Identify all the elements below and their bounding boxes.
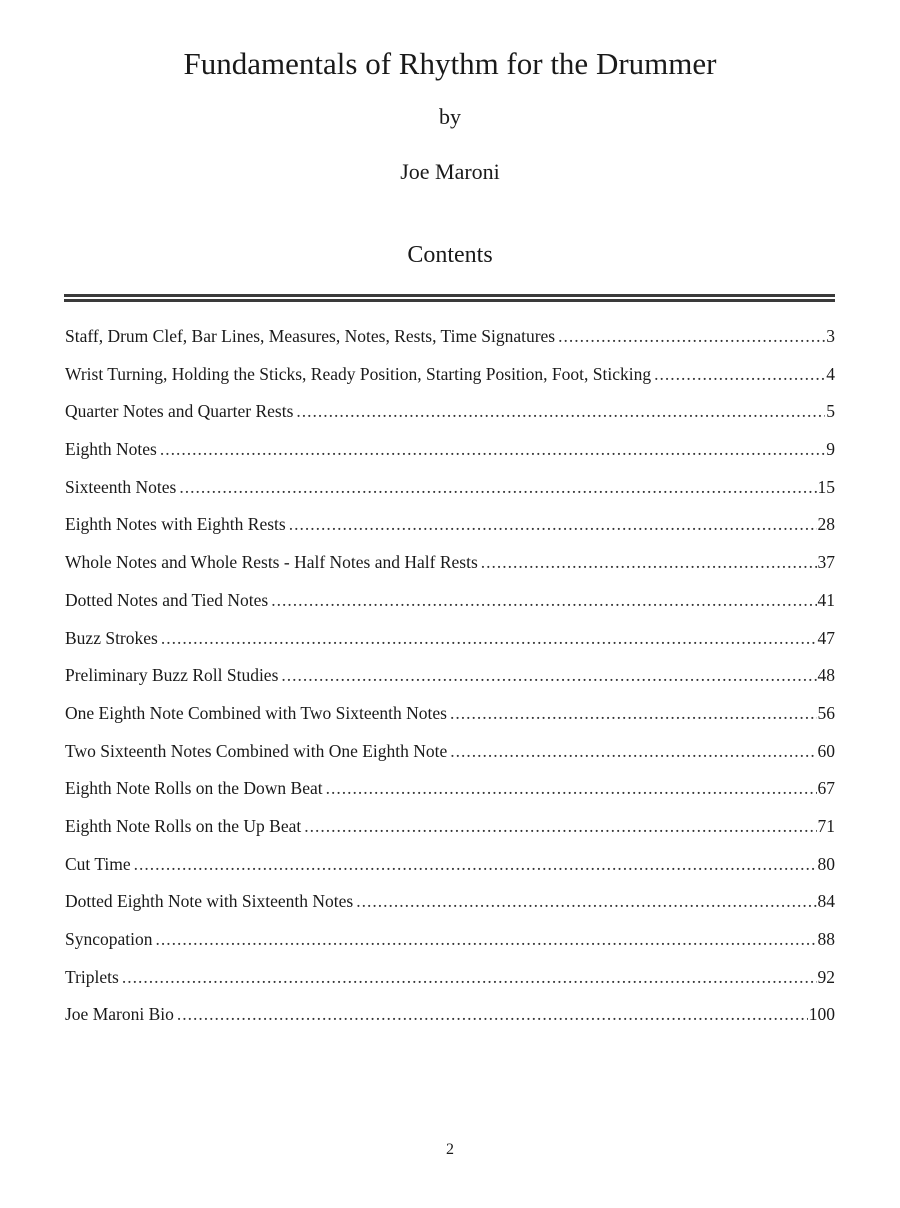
table-of-contents	[65, 323, 835, 1039]
author-name: Joe Maroni	[400, 159, 500, 184]
toc-dot-leader	[156, 926, 817, 952]
page-number: 2	[446, 1141, 454, 1158]
toc-entry-label: Staff, Drum Clef, Bar Lines, Measures, Notes, Rests, Time Signatures	[65, 326, 556, 346]
toc-entry-page: 88	[817, 929, 835, 949]
toc-dot-leader	[289, 511, 817, 537]
toc-entry-page: 37	[817, 552, 835, 573]
toc-dot-leader	[481, 549, 817, 575]
toc-entry	[65, 964, 835, 1002]
toc-entry-label: Eighth Notes with Eighth Rests	[65, 514, 286, 535]
byline: by	[439, 104, 461, 129]
toc-entry-label: Wrist Turning, Holding the Sticks, Ready Position, Starting Position, Foot, Sticking	[65, 363, 652, 384]
toc-entry-label: Sixteenth Notes	[65, 476, 177, 497]
toc-entry-page: 60	[817, 740, 835, 761]
toc-entry	[65, 625, 835, 663]
toc-dot-leader	[558, 323, 825, 349]
toc-dot-leader	[177, 1001, 808, 1027]
toc-entry-page: 15	[817, 476, 835, 497]
toc-entry-page: 9	[826, 439, 835, 460]
toc-entry	[65, 511, 835, 549]
toc-entry	[65, 888, 835, 926]
toc-dot-leader	[450, 700, 817, 726]
toc-dot-leader	[271, 587, 816, 613]
toc-entry-label: Buzz Strokes	[65, 627, 158, 648]
toc-entry	[65, 926, 835, 964]
toc-entry	[65, 775, 835, 813]
toc-entry-label: Two Sixteenth Notes Combined with One Eighth Note	[65, 740, 448, 761]
toc-entry-label: Eighth Notes	[65, 439, 157, 460]
toc-entry	[65, 436, 835, 474]
toc-entry-page: 84	[817, 891, 835, 912]
toc-entry	[65, 662, 835, 700]
toc-dot-leader	[160, 436, 825, 462]
toc-entry	[65, 813, 835, 851]
toc-entry-page: 100	[808, 1004, 835, 1025]
toc-entry-page: 48	[817, 665, 835, 686]
toc-entry-label: Eighth Note Rolls on the Up Beat	[65, 815, 302, 836]
toc-dot-leader	[161, 625, 817, 651]
toc-dot-leader	[134, 851, 817, 877]
toc-dot-leader	[304, 813, 816, 839]
toc-entry-page: 92	[817, 966, 835, 987]
toc-dot-leader	[122, 964, 817, 990]
toc-entry-page: 71	[817, 815, 835, 836]
toc-entry	[65, 323, 835, 361]
toc-entry-label: Cut Time	[65, 853, 131, 874]
double-rule-top	[64, 294, 835, 297]
toc-entry-label: Quarter Notes and Quarter Rests	[65, 401, 294, 422]
toc-entry	[65, 549, 835, 587]
toc-entry-label: Preliminary Buzz Roll Studies	[65, 665, 279, 686]
toc-entry-page: 67	[817, 778, 835, 799]
toc-entry	[65, 398, 835, 436]
toc-entry-page: 47	[817, 627, 835, 648]
toc-entry-label: One Eighth Note Combined with Two Sixteenth Notes	[65, 702, 447, 723]
toc-dot-leader	[179, 474, 816, 500]
toc-entry-page: 41	[817, 589, 835, 610]
toc-dot-leader	[654, 361, 825, 387]
double-rule-bottom	[64, 299, 835, 302]
toc-entry	[65, 474, 835, 512]
toc-dot-leader	[326, 775, 817, 801]
toc-entry-label: Syncopation	[65, 929, 153, 949]
toc-entry-label: Dotted Eighth Note with Sixteenth Notes	[65, 891, 354, 912]
toc-entry	[65, 1001, 835, 1039]
toc-entry	[65, 738, 835, 776]
toc-entry-page: 56	[817, 702, 835, 723]
contents-heading: Contents	[407, 242, 493, 268]
toc-entry-label: Joe Maroni Bio	[65, 1004, 174, 1025]
toc-entry	[65, 361, 835, 399]
toc-entry-label: Whole Notes and Whole Rests - Half Notes and Half Rests	[65, 552, 478, 573]
toc-entry-page: 80	[817, 853, 835, 874]
toc-entry-page: 28	[817, 514, 835, 535]
toc-dot-leader	[296, 398, 825, 424]
toc-entry-page: 5	[826, 401, 835, 422]
toc-entry	[65, 700, 835, 738]
toc-entry	[65, 851, 835, 889]
toc-dot-leader	[281, 662, 816, 688]
toc-entry-page: 3	[826, 326, 835, 346]
toc-entry-label: Eighth Note Rolls on the Down Beat	[65, 778, 323, 799]
toc-entry-label: Triplets	[65, 966, 119, 987]
toc-dot-leader	[356, 888, 816, 914]
toc-entry	[65, 587, 835, 625]
toc-entry-label: Dotted Notes and Tied Notes	[65, 589, 269, 610]
page-title: Fundamentals of Rhythm for the Drummer	[183, 46, 717, 81]
toc-dot-leader	[450, 738, 816, 764]
toc-entry-page: 4	[826, 363, 835, 384]
